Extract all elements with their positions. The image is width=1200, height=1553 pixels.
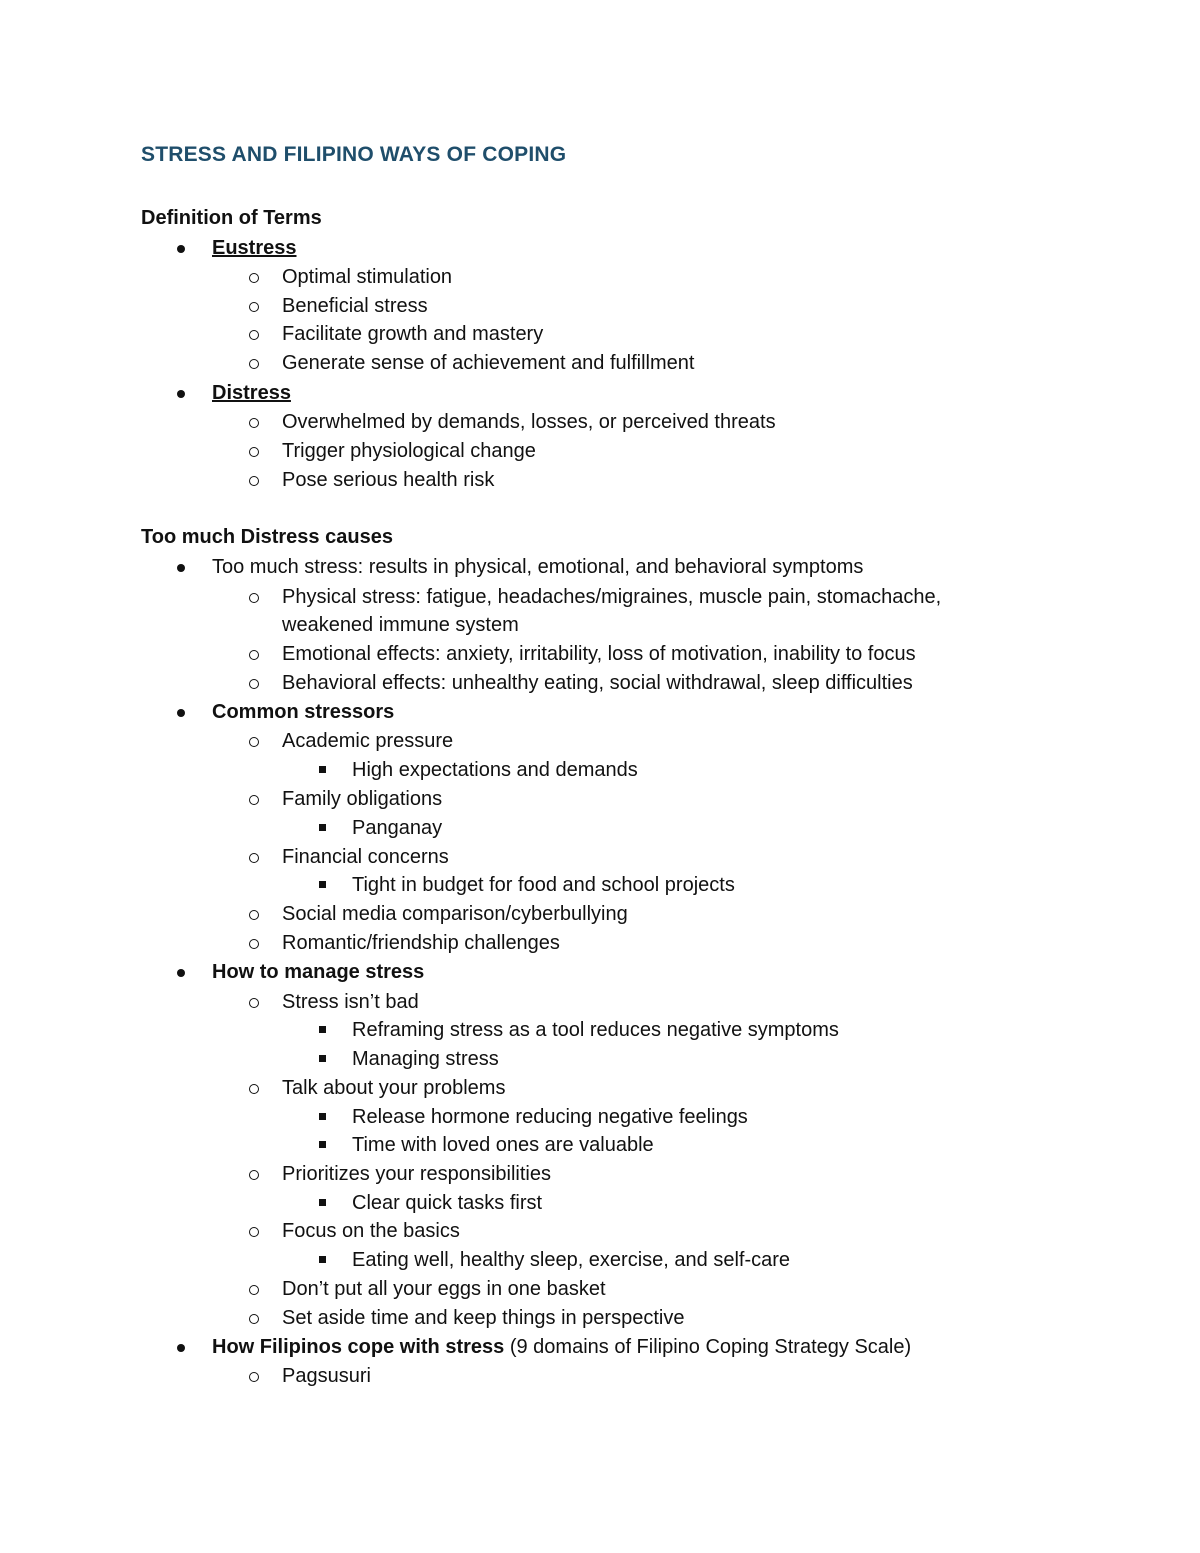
subsection-heading-bold: How Filipinos cope with stress (212, 1336, 505, 1358)
circle-bullet-icon (249, 1314, 259, 1324)
list-item: Time with loved ones are valuable (352, 1134, 654, 1156)
circle-bullet-icon (249, 1084, 259, 1094)
square-bullet-icon (319, 1141, 326, 1148)
list-item: Facilitate growth and mastery (282, 323, 544, 345)
list-item: High expectations and demands (352, 759, 638, 781)
circle-bullet-icon (249, 359, 259, 369)
square-bullet-icon (319, 1256, 326, 1263)
square-bullet-icon (319, 1199, 326, 1206)
circle-bullet-icon (249, 302, 259, 312)
bullet-icon (177, 390, 185, 398)
circle-bullet-icon (249, 1372, 259, 1382)
subsection-heading-note: (9 domains of Filipino Coping Strategy Scale) (504, 1336, 912, 1358)
bullet-icon (177, 709, 185, 717)
term-eustress (212, 236, 297, 260)
bullet-icon (177, 969, 185, 977)
list-item: Prioritizes your responsibilities (282, 1163, 551, 1185)
subsection-heading-filipino (212, 1335, 911, 1359)
list-item: Overwhelmed by demands, losses, or perceived threats (282, 411, 776, 433)
bullet-icon (177, 1344, 185, 1352)
circle-bullet-icon (249, 418, 259, 428)
list-item: Social media comparison/cyberbullying (282, 903, 628, 925)
list-item: Optimal stimulation (282, 266, 453, 288)
list-item: Focus on the basics (282, 1220, 460, 1242)
circle-bullet-icon (249, 1227, 259, 1237)
square-bullet-icon (319, 881, 326, 888)
circle-bullet-icon (249, 593, 259, 603)
list-item: Beneficial stress (282, 295, 428, 317)
bullet-icon (177, 564, 185, 572)
circle-bullet-icon (249, 447, 259, 457)
circle-bullet-icon (249, 737, 259, 747)
circle-bullet-icon (249, 853, 259, 863)
list-item: Reframing stress as a tool reduces negative symptoms (352, 1019, 839, 1041)
list-item: Eating well, healthy sleep, exercise, and self-care (352, 1249, 791, 1271)
circle-bullet-icon (249, 1170, 259, 1180)
list-item: Emotional effects: anxiety, irritability, loss of motivation, inability to focus (282, 643, 916, 665)
circle-bullet-icon (249, 330, 259, 340)
square-bullet-icon (319, 766, 326, 773)
bullet-icon (177, 245, 185, 253)
list-item: Academic pressure (282, 730, 454, 752)
list-item: Family obligations (282, 788, 443, 810)
circle-bullet-icon (249, 998, 259, 1008)
square-bullet-icon (319, 1113, 326, 1120)
term-label: Eustress (212, 237, 297, 259)
list-item: Romantic/friendship challenges (282, 932, 560, 954)
circle-bullet-icon (249, 476, 259, 486)
square-bullet-icon (319, 1055, 326, 1062)
list-item: Set aside time and keep things in perspective (282, 1307, 685, 1329)
subsection-heading-stressors: Common stressors (212, 701, 395, 723)
list-item: Panganay (352, 817, 443, 839)
list-item: Pagsusuri (282, 1365, 371, 1387)
list-item: Don’t put all your eggs in one basket (282, 1278, 606, 1300)
list-item: Release hormone reducing negative feelings (352, 1106, 748, 1128)
circle-bullet-icon (249, 1285, 259, 1295)
list-item: Behavioral effects: unhealthy eating, social withdrawal, sleep difficulties (282, 672, 913, 694)
list-item: Pose serious health risk (282, 469, 495, 491)
square-bullet-icon (319, 824, 326, 831)
term-label: Distress (212, 382, 291, 404)
square-bullet-icon (319, 1026, 326, 1033)
list-item: Stress isn’t bad (282, 991, 419, 1013)
circle-bullet-icon (249, 910, 259, 920)
list-item: Too much stress: results in physical, emotional, and behavioral symptoms (212, 556, 864, 578)
list-item: Managing stress (352, 1048, 499, 1070)
circle-bullet-icon (249, 679, 259, 689)
section-heading-too-much: Too much Distress causes (141, 526, 393, 548)
term-distress (212, 381, 291, 405)
section-heading-definition: Definition of Terms (141, 207, 322, 229)
list-item: Physical stress: fatigue, headaches/migraines, muscle pain, stomachache, (282, 586, 942, 608)
list-item: Tight in budget for food and school projects (352, 874, 735, 896)
list-item: Talk about your problems (282, 1077, 506, 1099)
list-item: Generate sense of achievement and fulfillment (282, 352, 695, 374)
list-item-continued: weakened immune system (282, 614, 519, 636)
list-item: Clear quick tasks first (352, 1192, 543, 1214)
list-item: Trigger physiological change (282, 440, 536, 462)
circle-bullet-icon (249, 650, 259, 660)
list-item: Financial concerns (282, 846, 449, 868)
circle-bullet-icon (249, 795, 259, 805)
circle-bullet-icon (249, 939, 259, 949)
circle-bullet-icon (249, 273, 259, 283)
document-title: STRESS AND FILIPINO WAYS OF COPING (141, 143, 567, 166)
subsection-heading-manage: How to manage stress (212, 961, 425, 983)
